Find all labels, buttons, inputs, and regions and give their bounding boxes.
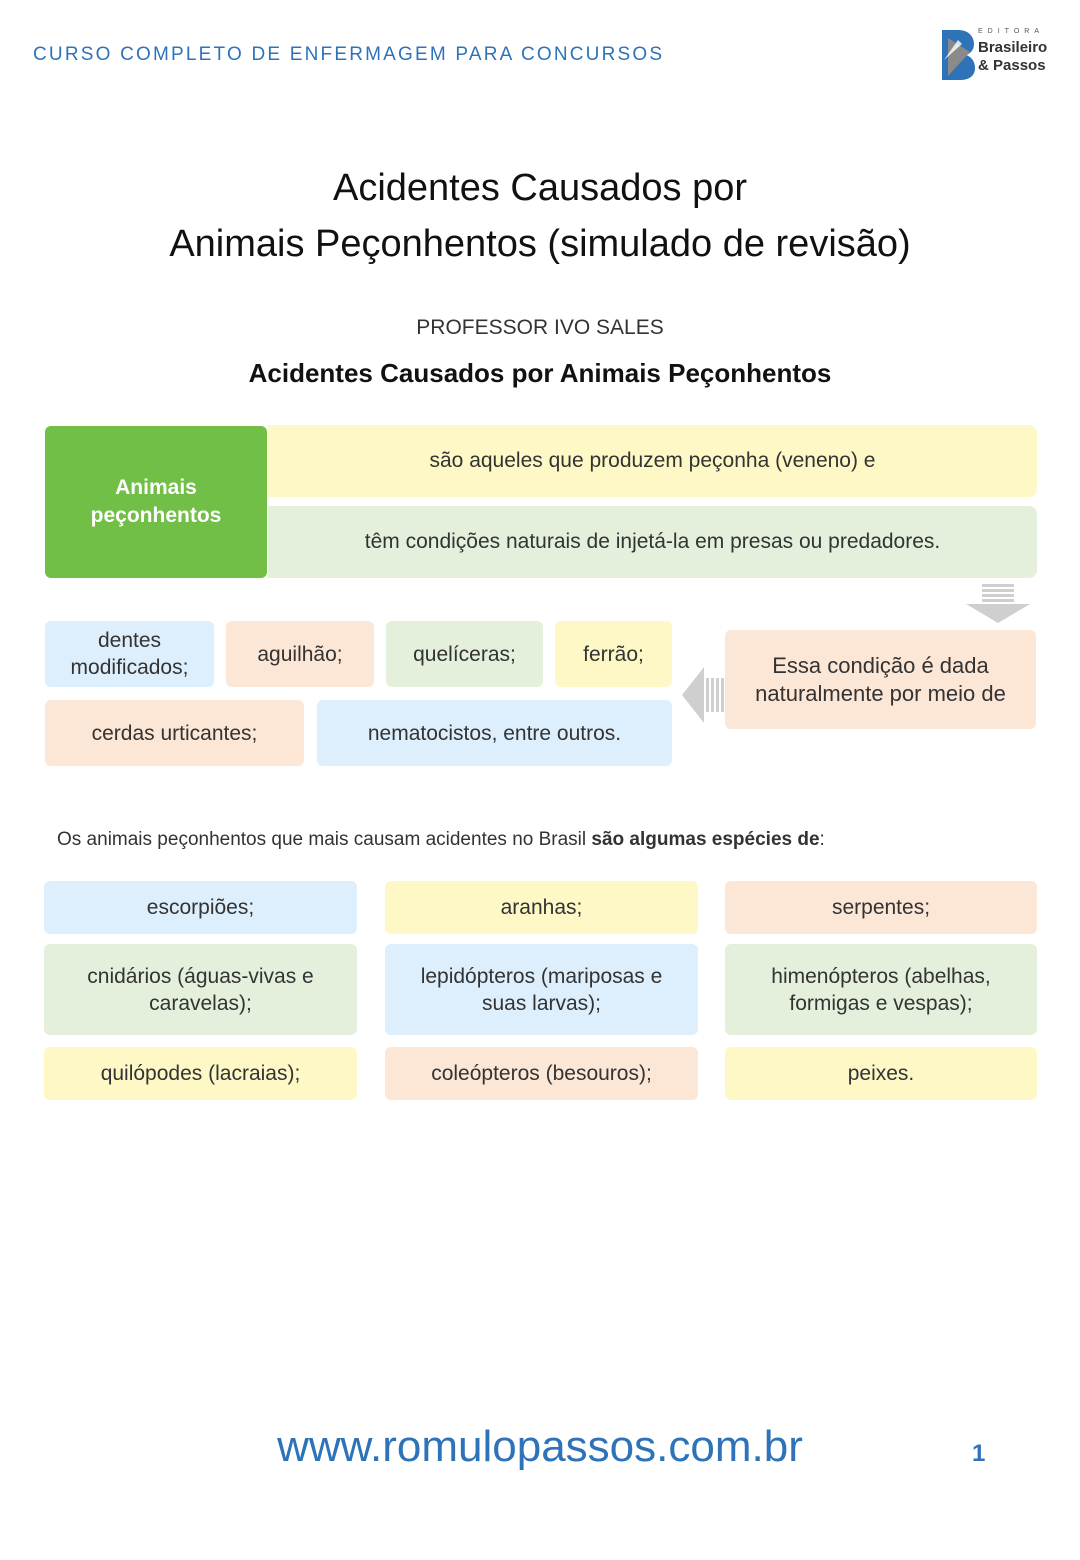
means-label: ferrão; [583,642,644,666]
section-subtitle: Acidentes Causados por Animais Peçonhentos [248,358,832,388]
species-label: peixes. [847,1062,915,1085]
definition-line2: têm condições naturais de injetá-la em presas ou predadores. [268,506,1037,578]
logo-mark-icon [940,30,976,82]
condition-text: Essa condição é dada naturalmente por meio de [755,652,1006,706]
means-item [317,700,672,766]
title-line2: Animais Peçonhentos (simulado de revisão) [169,223,911,265]
down-arrow-icon [962,584,1034,624]
page-number: 1 [972,1440,986,1467]
professor-name: PROFESSOR IVO SALES [416,316,664,339]
species-label: serpentes; [831,896,931,919]
title-line1: Acidentes Causados por [332,167,748,209]
species-item [725,944,1037,1035]
condition-box [725,630,1036,729]
species-item [385,944,698,1035]
species-intro [57,829,825,851]
intro-text: Os animais peçonhentos que mais causam acidentes no Brasil [57,829,592,850]
means-label: dentes modificados; [70,629,189,679]
means-label: nematocistos, entre outros. [367,721,622,745]
means-item [386,621,543,687]
logo-line1: Brasileiro [978,39,1048,56]
species-label: escorpiões; [146,896,255,919]
species-item [725,881,1037,934]
species-item [385,1047,698,1100]
publisher-logo [940,28,1050,82]
intro-end: : [819,829,825,850]
definition-term [45,426,267,578]
species-label: cnidários (águas-vivas e caravelas); [87,964,314,1015]
means-item [555,621,672,687]
means-label: aguilhão; [257,642,343,666]
means-item [45,621,214,687]
species-label: coleópteros (besouros); [431,1062,652,1085]
species-label: aranhas; [500,896,583,919]
species-item [385,881,698,934]
species-item [44,944,357,1035]
definition-term-label: Animais peçonhentos [90,476,222,527]
species-item [725,1047,1037,1100]
species-item [44,1047,357,1100]
means-item [45,700,304,766]
species-item [44,881,357,934]
means-label: quelíceras; [413,642,516,666]
species-label: himenópteros (abelhas, formigas e vespas); [771,964,991,1015]
means-item [226,621,374,687]
logo-line2: & Passos [978,57,1046,74]
definition-line1: são aqueles que produzem peçonha (veneno) e [268,425,1037,497]
left-arrow-icon [682,664,724,726]
species-label: lepidópteros (mariposas e suas larvas); [420,964,663,1015]
website-link[interactable]: www.romulopassos.com.br [277,1422,803,1471]
logo-editora: EDITORA [978,28,1044,35]
course-header: CURSO COMPLETO DE ENFERMAGEM PARA CONCURSOS [33,44,665,65]
intro-bold: são algumas espécies de [591,829,820,850]
species-label: quilópodes (lacraias); [100,1062,301,1085]
means-label: cerdas urticantes; [91,721,258,745]
page-title [0,160,1080,272]
